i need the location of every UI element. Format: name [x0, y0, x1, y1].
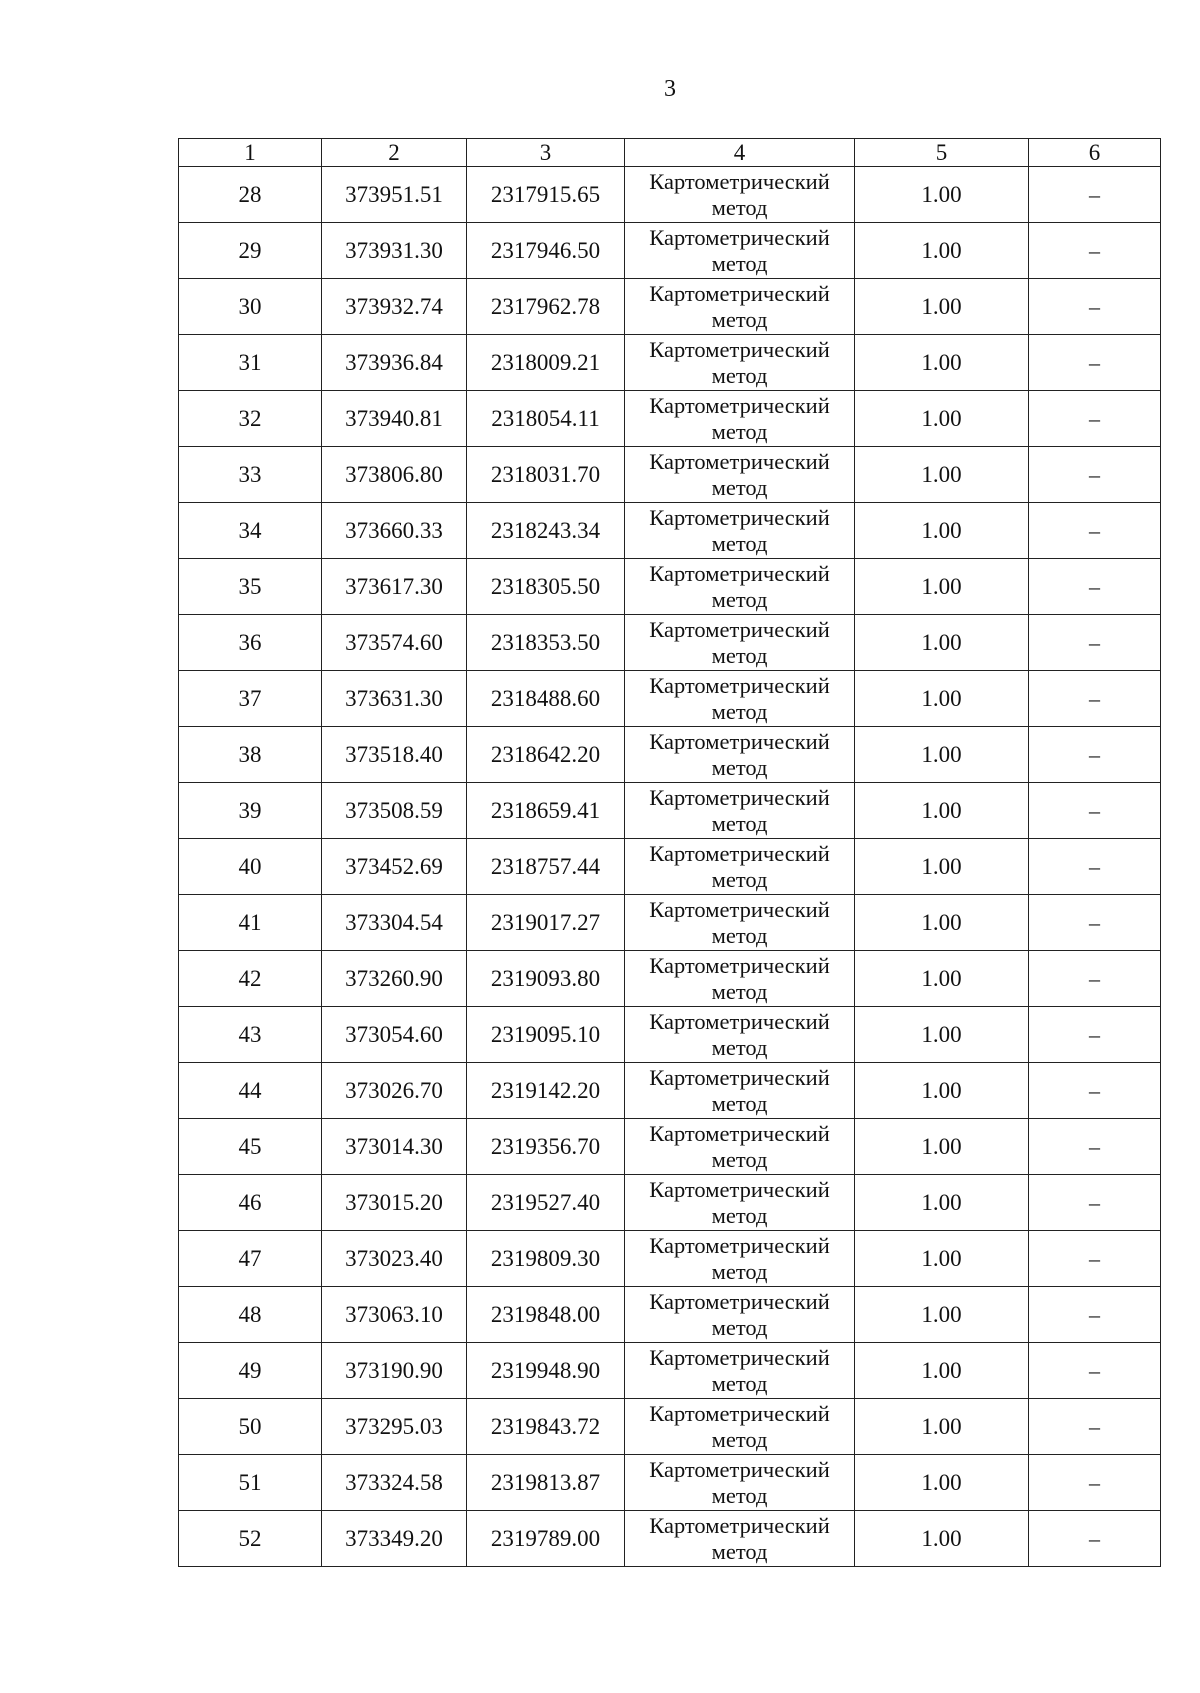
x-coordinate-cell: 373518.40 — [322, 727, 467, 783]
column-header: 4 — [625, 139, 855, 167]
method-line-2: метод — [711, 530, 768, 556]
accuracy-cell: 1.00 — [855, 503, 1029, 559]
table-row — [179, 1231, 1161, 1287]
method-line-1: Картометрический — [649, 1456, 830, 1482]
method-line-1: Картометрический — [649, 336, 830, 362]
y-coordinate-cell: 2318488.60 — [467, 671, 625, 727]
x-coordinate-cell: 373936.84 — [322, 335, 467, 391]
description-cell: – — [1029, 1455, 1161, 1511]
point-number-cell: 48 — [179, 1287, 322, 1343]
accuracy-cell: 1.00 — [855, 671, 1029, 727]
method-line-1: Картометрический — [649, 1344, 830, 1370]
x-coordinate-cell: 373452.69 — [322, 839, 467, 895]
method-cell — [625, 1399, 855, 1455]
method-line-1: Картометрический — [649, 280, 830, 306]
y-coordinate-cell: 2317915.65 — [467, 167, 625, 223]
description-cell: – — [1029, 1119, 1161, 1175]
accuracy-cell: 1.00 — [855, 1287, 1029, 1343]
x-coordinate-cell: 373508.59 — [322, 783, 467, 839]
x-coordinate-cell: 373932.74 — [322, 279, 467, 335]
method-cell — [625, 167, 855, 223]
y-coordinate-cell: 2318054.11 — [467, 391, 625, 447]
x-coordinate-cell: 373931.30 — [322, 223, 467, 279]
table-body — [179, 167, 1161, 1567]
method-cell — [625, 895, 855, 951]
method-cell — [625, 335, 855, 391]
method-cell — [625, 727, 855, 783]
accuracy-cell: 1.00 — [855, 1119, 1029, 1175]
y-coordinate-cell: 2319093.80 — [467, 951, 625, 1007]
point-number-cell: 30 — [179, 279, 322, 335]
description-cell: – — [1029, 1399, 1161, 1455]
point-number-cell: 38 — [179, 727, 322, 783]
description-cell: – — [1029, 615, 1161, 671]
description-cell: – — [1029, 503, 1161, 559]
description-cell: – — [1029, 167, 1161, 223]
table-row — [179, 783, 1161, 839]
method-line-2: метод — [711, 586, 768, 612]
method-cell — [625, 1455, 855, 1511]
method-line-2: метод — [711, 1314, 768, 1340]
point-number-cell: 42 — [179, 951, 322, 1007]
method-line-1: Картометрический — [649, 1064, 830, 1090]
point-number-cell: 50 — [179, 1399, 322, 1455]
method-line-2: метод — [711, 754, 768, 780]
point-number-cell: 41 — [179, 895, 322, 951]
x-coordinate-cell: 373260.90 — [322, 951, 467, 1007]
y-coordinate-cell: 2319017.27 — [467, 895, 625, 951]
method-line-2: метод — [711, 1034, 768, 1060]
method-line-2: метод — [711, 1090, 768, 1116]
y-coordinate-cell: 2319809.30 — [467, 1231, 625, 1287]
accuracy-cell: 1.00 — [855, 1399, 1029, 1455]
table-row — [179, 503, 1161, 559]
x-coordinate-cell: 373063.10 — [322, 1287, 467, 1343]
table-row — [179, 727, 1161, 783]
accuracy-cell: 1.00 — [855, 951, 1029, 1007]
description-cell: – — [1029, 559, 1161, 615]
accuracy-cell: 1.00 — [855, 279, 1029, 335]
method-cell — [625, 1287, 855, 1343]
point-number-cell: 51 — [179, 1455, 322, 1511]
method-line-1: Картометрический — [649, 1512, 830, 1538]
y-coordinate-cell: 2319789.00 — [467, 1511, 625, 1567]
x-coordinate-cell: 373015.20 — [322, 1175, 467, 1231]
point-number-cell: 40 — [179, 839, 322, 895]
x-coordinate-cell: 373054.60 — [322, 1007, 467, 1063]
x-coordinate-cell: 373295.03 — [322, 1399, 467, 1455]
x-coordinate-cell: 373940.81 — [322, 391, 467, 447]
accuracy-cell: 1.00 — [855, 1455, 1029, 1511]
column-header: 2 — [322, 139, 467, 167]
point-number-cell: 29 — [179, 223, 322, 279]
y-coordinate-cell: 2319848.00 — [467, 1287, 625, 1343]
description-cell: – — [1029, 839, 1161, 895]
point-number-cell: 31 — [179, 335, 322, 391]
method-cell — [625, 1007, 855, 1063]
x-coordinate-cell: 373349.20 — [322, 1511, 467, 1567]
description-cell: – — [1029, 1007, 1161, 1063]
table-row — [179, 615, 1161, 671]
method-cell — [625, 839, 855, 895]
method-line-2: метод — [711, 1370, 768, 1396]
accuracy-cell: 1.00 — [855, 783, 1029, 839]
column-header: 1 — [179, 139, 322, 167]
accuracy-cell: 1.00 — [855, 895, 1029, 951]
coordinates-table — [178, 138, 1161, 1567]
x-coordinate-cell: 373324.58 — [322, 1455, 467, 1511]
point-number-cell: 44 — [179, 1063, 322, 1119]
y-coordinate-cell: 2318031.70 — [467, 447, 625, 503]
method-line-1: Картометрический — [649, 1120, 830, 1146]
method-line-1: Картометрический — [649, 1232, 830, 1258]
table-header-row — [179, 139, 1161, 167]
accuracy-cell: 1.00 — [855, 1063, 1029, 1119]
y-coordinate-cell: 2319948.90 — [467, 1343, 625, 1399]
point-number-cell: 43 — [179, 1007, 322, 1063]
method-line-2: метод — [711, 306, 768, 332]
accuracy-cell: 1.00 — [855, 167, 1029, 223]
point-number-cell: 36 — [179, 615, 322, 671]
method-line-1: Картометрический — [649, 896, 830, 922]
method-line-2: метод — [711, 642, 768, 668]
table-row — [179, 279, 1161, 335]
table-row — [179, 559, 1161, 615]
y-coordinate-cell: 2318243.34 — [467, 503, 625, 559]
table-row — [179, 1119, 1161, 1175]
y-coordinate-cell: 2318659.41 — [467, 783, 625, 839]
y-coordinate-cell: 2318009.21 — [467, 335, 625, 391]
table-row — [179, 895, 1161, 951]
table-row — [179, 391, 1161, 447]
table-row — [179, 1455, 1161, 1511]
y-coordinate-cell: 2319813.87 — [467, 1455, 625, 1511]
accuracy-cell: 1.00 — [855, 1511, 1029, 1567]
x-coordinate-cell: 373951.51 — [322, 167, 467, 223]
accuracy-cell: 1.00 — [855, 223, 1029, 279]
method-line-2: метод — [711, 194, 768, 220]
method-line-2: метод — [711, 1146, 768, 1172]
accuracy-cell: 1.00 — [855, 1175, 1029, 1231]
table-row — [179, 1287, 1161, 1343]
method-cell — [625, 1063, 855, 1119]
table-row — [179, 1007, 1161, 1063]
point-number-cell: 49 — [179, 1343, 322, 1399]
description-cell: – — [1029, 1175, 1161, 1231]
accuracy-cell: 1.00 — [855, 615, 1029, 671]
x-coordinate-cell: 373631.30 — [322, 671, 467, 727]
method-line-1: Картометрический — [649, 504, 830, 530]
table-row — [179, 167, 1161, 223]
description-cell: – — [1029, 1343, 1161, 1399]
method-line-1: Картометрический — [649, 1288, 830, 1314]
method-cell — [625, 279, 855, 335]
method-cell — [625, 1343, 855, 1399]
method-line-2: метод — [711, 1538, 768, 1564]
method-line-1: Картометрический — [649, 1176, 830, 1202]
point-number-cell: 45 — [179, 1119, 322, 1175]
y-coordinate-cell: 2318642.20 — [467, 727, 625, 783]
method-cell — [625, 951, 855, 1007]
page-number: 3 — [664, 76, 676, 102]
method-cell — [625, 447, 855, 503]
x-coordinate-cell: 373023.40 — [322, 1231, 467, 1287]
method-line-2: метод — [711, 1482, 768, 1508]
description-cell: – — [1029, 1063, 1161, 1119]
description-cell: – — [1029, 671, 1161, 727]
point-number-cell: 47 — [179, 1231, 322, 1287]
method-cell — [625, 1175, 855, 1231]
x-coordinate-cell: 373617.30 — [322, 559, 467, 615]
accuracy-cell: 1.00 — [855, 447, 1029, 503]
method-line-2: метод — [711, 250, 768, 276]
method-cell — [625, 391, 855, 447]
point-number-cell: 34 — [179, 503, 322, 559]
method-line-2: метод — [711, 1258, 768, 1284]
description-cell: – — [1029, 1511, 1161, 1567]
y-coordinate-cell: 2319527.40 — [467, 1175, 625, 1231]
x-coordinate-cell: 373190.90 — [322, 1343, 467, 1399]
table-row — [179, 223, 1161, 279]
accuracy-cell: 1.00 — [855, 1231, 1029, 1287]
point-number-cell: 32 — [179, 391, 322, 447]
method-cell — [625, 1511, 855, 1567]
point-number-cell: 35 — [179, 559, 322, 615]
point-number-cell: 39 — [179, 783, 322, 839]
column-header: 3 — [467, 139, 625, 167]
method-line-1: Картометрический — [649, 672, 830, 698]
description-cell: – — [1029, 335, 1161, 391]
method-cell — [625, 671, 855, 727]
description-cell: – — [1029, 783, 1161, 839]
description-cell: – — [1029, 447, 1161, 503]
x-coordinate-cell: 373574.60 — [322, 615, 467, 671]
method-cell — [625, 223, 855, 279]
method-cell — [625, 1119, 855, 1175]
method-line-1: Картометрический — [649, 952, 830, 978]
x-coordinate-cell: 373026.70 — [322, 1063, 467, 1119]
method-line-2: метод — [711, 418, 768, 444]
description-cell: – — [1029, 279, 1161, 335]
method-cell — [625, 1231, 855, 1287]
method-line-2: метод — [711, 1202, 768, 1228]
table-row — [179, 1343, 1161, 1399]
column-header: 6 — [1029, 139, 1161, 167]
table-row — [179, 1399, 1161, 1455]
x-coordinate-cell: 373806.80 — [322, 447, 467, 503]
x-coordinate-cell: 373660.33 — [322, 503, 467, 559]
method-line-1: Картометрический — [649, 1400, 830, 1426]
method-line-1: Картометрический — [649, 224, 830, 250]
table-row — [179, 671, 1161, 727]
column-header: 5 — [855, 139, 1029, 167]
accuracy-cell: 1.00 — [855, 335, 1029, 391]
table-row — [179, 335, 1161, 391]
point-number-cell: 28 — [179, 167, 322, 223]
method-cell — [625, 615, 855, 671]
method-cell — [625, 503, 855, 559]
method-cell — [625, 559, 855, 615]
method-line-1: Картометрический — [649, 728, 830, 754]
y-coordinate-cell: 2318757.44 — [467, 839, 625, 895]
y-coordinate-cell: 2319356.70 — [467, 1119, 625, 1175]
method-line-2: метод — [711, 474, 768, 500]
description-cell: – — [1029, 1231, 1161, 1287]
method-line-1: Картометрический — [649, 1008, 830, 1034]
point-number-cell: 52 — [179, 1511, 322, 1567]
method-line-1: Картометрический — [649, 560, 830, 586]
method-line-2: метод — [711, 922, 768, 948]
y-coordinate-cell: 2319142.20 — [467, 1063, 625, 1119]
description-cell: – — [1029, 727, 1161, 783]
method-line-2: метод — [711, 362, 768, 388]
description-cell: – — [1029, 1287, 1161, 1343]
point-number-cell: 46 — [179, 1175, 322, 1231]
method-line-2: метод — [711, 698, 768, 724]
method-line-1: Картометрический — [649, 616, 830, 642]
y-coordinate-cell: 2317946.50 — [467, 223, 625, 279]
accuracy-cell: 1.00 — [855, 1343, 1029, 1399]
table-row — [179, 1063, 1161, 1119]
method-line-1: Картометрический — [649, 392, 830, 418]
accuracy-cell: 1.00 — [855, 1007, 1029, 1063]
point-number-cell: 33 — [179, 447, 322, 503]
method-line-1: Картометрический — [649, 168, 830, 194]
method-line-2: метод — [711, 810, 768, 836]
method-line-1: Картометрический — [649, 840, 830, 866]
x-coordinate-cell: 373304.54 — [322, 895, 467, 951]
y-coordinate-cell: 2317962.78 — [467, 279, 625, 335]
description-cell: – — [1029, 391, 1161, 447]
y-coordinate-cell: 2319843.72 — [467, 1399, 625, 1455]
y-coordinate-cell: 2319095.10 — [467, 1007, 625, 1063]
description-cell: – — [1029, 951, 1161, 1007]
description-cell: – — [1029, 895, 1161, 951]
y-coordinate-cell: 2318305.50 — [467, 559, 625, 615]
method-line-2: метод — [711, 978, 768, 1004]
point-number-cell: 37 — [179, 671, 322, 727]
table-row — [179, 447, 1161, 503]
table-row — [179, 1511, 1161, 1567]
accuracy-cell: 1.00 — [855, 559, 1029, 615]
table-row — [179, 951, 1161, 1007]
table-row — [179, 839, 1161, 895]
y-coordinate-cell: 2318353.50 — [467, 615, 625, 671]
x-coordinate-cell: 373014.30 — [322, 1119, 467, 1175]
method-line-2: метод — [711, 1426, 768, 1452]
method-line-2: метод — [711, 866, 768, 892]
accuracy-cell: 1.00 — [855, 391, 1029, 447]
accuracy-cell: 1.00 — [855, 839, 1029, 895]
method-line-1: Картометрический — [649, 448, 830, 474]
method-line-1: Картометрический — [649, 784, 830, 810]
accuracy-cell: 1.00 — [855, 727, 1029, 783]
description-cell: – — [1029, 223, 1161, 279]
table-row — [179, 1175, 1161, 1231]
method-cell — [625, 783, 855, 839]
